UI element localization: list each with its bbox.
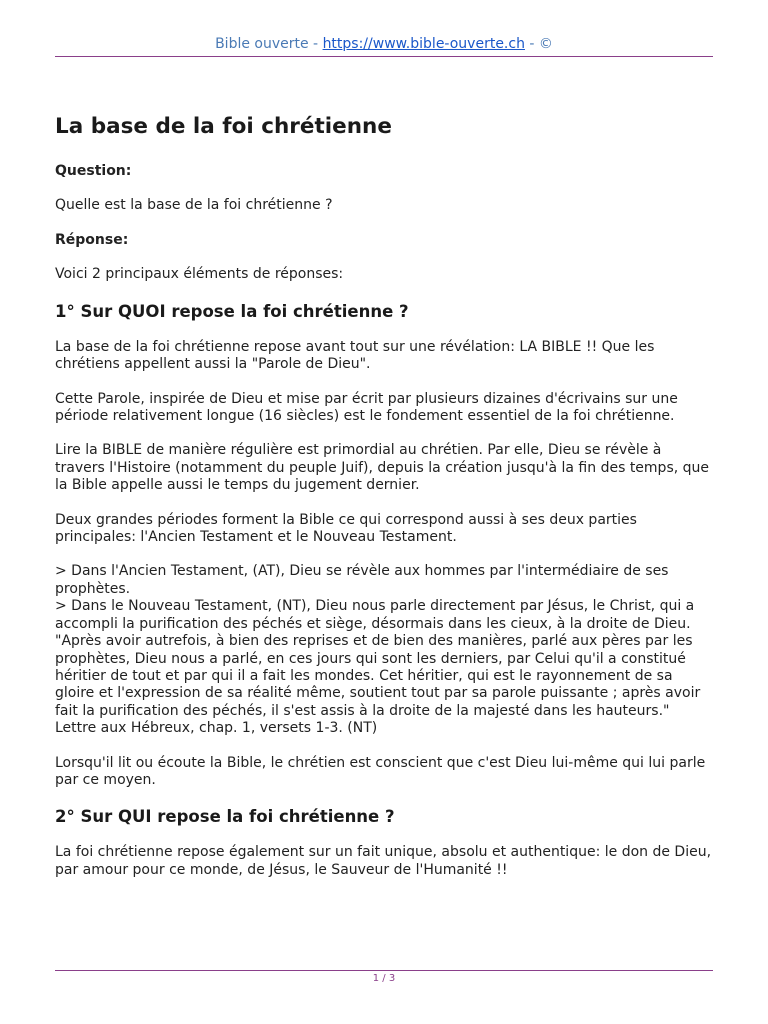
page-title: La base de la foi chrétienne (55, 114, 392, 139)
site-link[interactable]: https://www.bible-ouverte.ch (322, 36, 525, 52)
header-separator: - (308, 36, 323, 52)
copyright: - © (524, 36, 553, 52)
site-name: Bible ouverte (215, 36, 309, 52)
question-text: Quelle est la base de la foi chrétienne ? (55, 197, 333, 213)
paragraph: La base de la foi chrétienne repose avant tout sur une révélation: LA BIBLE !! Que les chrétiens appellent aussi la "Parole de Dieu". (55, 338, 655, 373)
page-header (0, 36, 768, 52)
header-rule (55, 56, 713, 57)
section-heading: 1° Sur QUOI repose la foi chrétienne ? (55, 301, 409, 321)
answer-label: Réponse: (55, 232, 129, 249)
section-heading: 2° Sur QUI repose la foi chrétienne ? (55, 807, 395, 827)
paragraph: Cette Parole, inspirée de Dieu et mise par écrit par plusieurs dizaines d'écrivains sur une période relativement longue (16 siècles) est le fondement essentiel de la foi chrétienne. (55, 390, 678, 425)
paragraph: Lire la BIBLE de manière régulière est primordial au chrétien. Par elle, Dieu se révèle à travers l'Histoire (notamment du peuple Juif), depuis la création jusqu'à la fin des temps, que la Bible appelle aussi le temps du jugement dernier. (55, 442, 710, 494)
paragraph: Lorsqu'il lit ou écoute la Bible, le chrétien est conscient que c'est Dieu lui-même qui lui parle par ce moyen. (55, 754, 706, 788)
page-number: 1 / 3 (372, 973, 396, 984)
footer-rule (55, 970, 713, 971)
paragraph: > Dans l'Ancien Testament, (AT), Dieu se révèle aux hommes par l'intermédiaire de ses prophètes. (55, 563, 669, 597)
question-label: Question: (55, 163, 132, 179)
article (55, 112, 715, 896)
paragraph: Deux grandes périodes forment la Bible ce qui correspond aussi à ses deux parties principales: l'Ancien Testament et le Nouveau Testament. (55, 511, 637, 546)
intro-text: Voici 2 principaux éléments de réponses: (55, 266, 344, 283)
paragraph: La foi chrétienne repose également sur un fait unique, absolu et authentique: le don de Dieu, par amour pour ce monde, de Jésus, le Sauveur de l'Humanité !! (55, 844, 712, 878)
paragraph: > Dans le Nouveau Testament, (NT), Dieu nous parle directement par Jésus, le Christ, qui a accompli la purification des péchés et siège, désormais dans les cieux, à la droite de Dieu. "Après avoir autrefois, à bien des reprises et de bien des manières, parlé aux pères par les prophètes, Dieu nous a parlé, en ces jours qui sont les derniers, par Celui qu'il a constitué héritier de tout et par qui il a fait les mondes. Cet héritier, qui est le rayonnement de sa gloire et l'expression de sa réalité même, soutient tout par sa parole puissante ; après avoir fait la purification des péchés, il s'est assis à la droite de la majesté dans les hauteurs." Lettre aux Hébreux, chap. 1, versets 1-3. (NT) (55, 598, 701, 737)
